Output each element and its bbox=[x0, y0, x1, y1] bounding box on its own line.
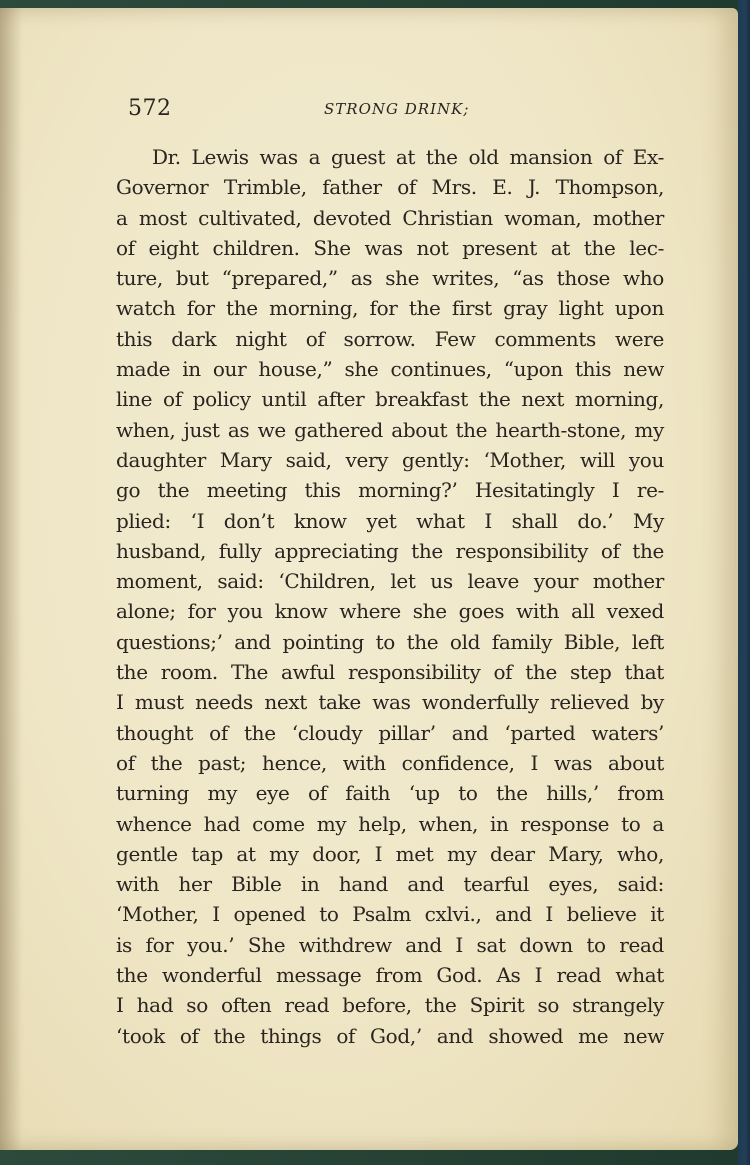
text-line: turning my eye of faith ‘up to the hills,’ from bbox=[116, 781, 664, 806]
running-head: STRONG DRINK; bbox=[324, 100, 470, 118]
text-line: I had so often read before, the Spirit so strangely bbox=[116, 993, 664, 1018]
text-line: line of policy until after breakfast the next morning, bbox=[116, 387, 664, 412]
page-number: 572 bbox=[128, 96, 172, 121]
text-line: plied: ‘I don’t know yet what I shall do.’ My bbox=[116, 508, 664, 533]
text-line: the wonderful message from God. As I read what bbox=[116, 963, 664, 988]
text-line: go the meeting this morning?’ Hesitatingly I re- bbox=[116, 478, 664, 503]
text-line: Dr. Lewis was a guest at the old mansion of Ex- bbox=[152, 145, 664, 169]
text-line: with her Bible in hand and tearful eyes, said: bbox=[116, 872, 664, 897]
page-header bbox=[128, 96, 488, 126]
text-line: the room. The awful responsibility of the step that bbox=[116, 660, 664, 685]
text-line: ‘Mother, I opened to Psalm cxlvi., and I believe it bbox=[116, 902, 664, 927]
text-line: when, just as we gathered about the hearth-stone, my bbox=[116, 417, 664, 442]
text-line: thought of the ‘cloudy pillar’ and ‘parted waters’ bbox=[116, 720, 664, 745]
text-line: daughter Mary said, very gently: ‘Mother, will you bbox=[116, 447, 664, 472]
text-line: questions;’ and pointing to the old family Bible, left bbox=[116, 629, 664, 654]
text-line: husband, fully appreciating the responsibility of the bbox=[116, 538, 664, 563]
book-cover-edge bbox=[738, 0, 750, 1165]
text-line: ‘took of the things of God,’ and showed me new bbox=[116, 1023, 664, 1048]
text-line: whence had come my help, when, in response to a bbox=[116, 811, 664, 836]
text-line: this dark night of sorrow. Few comments were bbox=[116, 326, 664, 351]
text-line: made in our house,” she continues, “upon this new bbox=[116, 357, 664, 382]
text-line: of the past; hence, with confidence, I was about bbox=[116, 750, 664, 775]
body-text bbox=[116, 142, 664, 1051]
text-line: I must needs next take was wonderfully relieved by bbox=[116, 690, 664, 715]
text-line: a most cultivated, devoted Christian woman, mother bbox=[116, 205, 664, 230]
spine-shadow bbox=[0, 8, 22, 1150]
text-line: of eight children. She was not present at the lec- bbox=[116, 235, 664, 260]
text-line: Governor Trimble, father of Mrs. E. J. Thompson, bbox=[116, 175, 664, 200]
text-line: moment, said: ‘Children, let us leave your mother bbox=[116, 569, 664, 594]
text-line: gentle tap at my door, I met my dear Mary, who, bbox=[116, 841, 664, 866]
text-line: alone; for you know where she goes with all vexed bbox=[116, 599, 664, 624]
text-line: is for you.’ She withdrew and I sat down to read bbox=[116, 932, 664, 957]
text-line: ture, but “prepared,” as she writes, “as those who bbox=[116, 266, 664, 291]
text-line: watch for the morning, for the first gray light upon bbox=[116, 296, 664, 321]
